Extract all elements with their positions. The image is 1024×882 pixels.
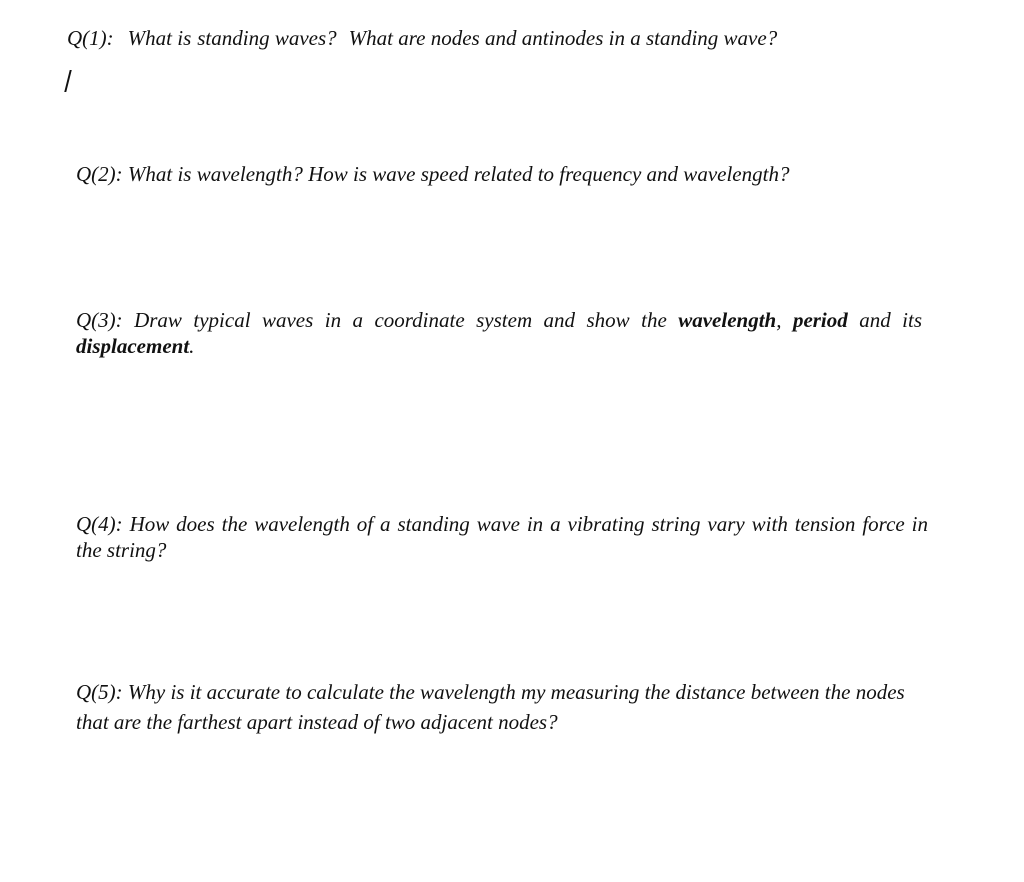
question-1-part-2: standing waves?: [197, 26, 337, 50]
question-3-text: Q(3): Draw typical waves in a coordinate system and show the: [76, 308, 679, 332]
question-1-label: Q(1):: [67, 26, 114, 50]
question-1-part-3: What are nodes and antinodes in a standing wave?: [348, 26, 778, 50]
question-2: Q(2): What is wavelength? How is wave speed related to frequency and wavelength?: [76, 162, 790, 186]
text-cursor: [64, 70, 71, 92]
question-3-comma: ,: [776, 308, 793, 332]
question-3-middle: and its: [847, 308, 922, 332]
question-1-part-1: What is: [127, 26, 192, 50]
question-3: [76, 307, 922, 359]
term-wavelength: wavelength: [678, 308, 777, 332]
question-3-end: .: [189, 334, 195, 358]
term-displacement: displacement: [76, 334, 190, 358]
question-1: [67, 25, 967, 51]
question-4: Q(4): How does the wavelength of a standing wave in a vibrating string vary with tension force in the string?: [76, 512, 928, 562]
question-5: Q(5): Why is it accurate to calculate the wavelength my measuring the distance between the nodes that are the farthest apart instead of two adjacent nodes?: [76, 680, 905, 734]
term-period: period: [792, 308, 848, 332]
